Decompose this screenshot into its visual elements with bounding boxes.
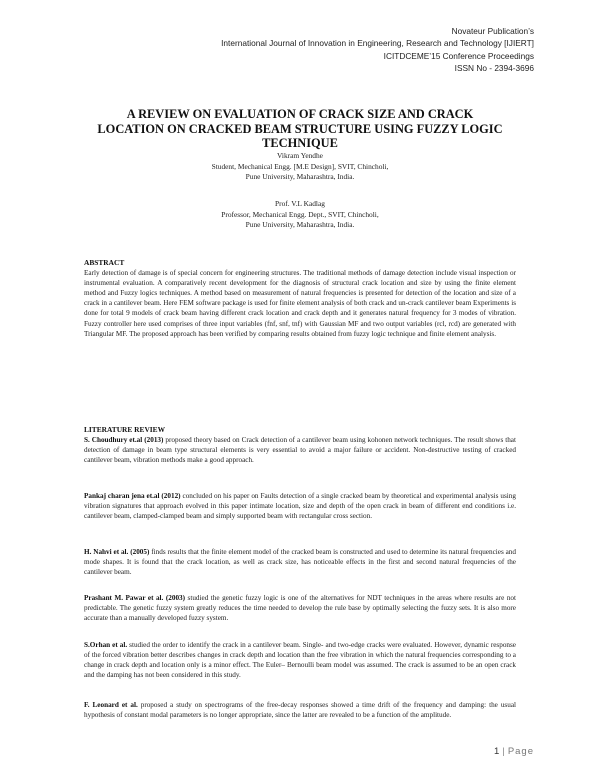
review-paragraph [84, 547, 516, 577]
review-text: proposed a study on spectrograms of the free-decay responses showed a time drift of the frequency and damping: the usual hypothesis of constant modal parameters is no longer appropriate, since the latter are revealed to be a function of the amplitude. [84, 701, 517, 720]
review-author: S.Orhan et al. [84, 641, 128, 649]
paper-title: A REVIEW ON EVALUATION OF CRACK SIZE AND CRACK LOCATION ON CRACKED BEAM STRUCTURE USING FUZZY LOGIC TECHNIQUE [97, 107, 503, 151]
author-name: Prof. V.L Kadlag [275, 199, 325, 208]
review-paragraph [84, 640, 516, 680]
review-paragraph [84, 700, 516, 720]
proceedings-line: ICITDCEME’15 Conference Proceedings [383, 50, 534, 61]
author-name: Vikram Yendhe [277, 151, 323, 160]
page-footer [494, 746, 534, 757]
author-affiliation: Student, Mechanical Engg. [M.E Design], SVIT, Chincholi, [211, 161, 389, 171]
abstract-text: Early detection of damage is of special concern for engineering structures. The traditional methods of damage detection include visual inspection or instrumental evaluation. A comparatively recent development for the diagnosis of structural crack location and size by using the finite element method and Fuzzy logics techniques. A method based on measurement of natural frequencies is presented for detection of the location and size of a crack in a cantilever beam. Here FEM software package is used for finite element analysis of both crack and un-crack cantilever beam Experiments is done for total 9 models of crack beam having different crack location and crack depth and it generates natural frequency for 3 modes of vibration. Fuzzy controller here used comprises of three input variables (fnf, snf, tnf) with Gaussian MF and two output variables (rcl, rcd) are generated with Triangular MF. The proposed approach has been verified by comparing results obtained from fuzzy logic technique and finite element analysis. [84, 269, 516, 338]
review-paragraph [84, 491, 516, 521]
author-block-1 [130, 151, 470, 183]
author-location: Pune University, Maharashtra, India. [245, 220, 355, 230]
review-author: F. Leonard et al. [84, 701, 138, 709]
author-block-2 [130, 199, 470, 231]
review-author: Pankaj charan jena et.al (2012) [84, 492, 181, 500]
literature-review-heading: LITERATURE REVIEW [84, 425, 165, 434]
review-text: studied the order to identify the crack in a cantilever beam. Single- and two-edge cracks were evaluated. However, dynamic response of the forced vibration better describes changes in crack depth and location than the free vibration in which the natural frequencies corresponding to a change in crack depth and location only is a minor effect. The Euler– Bernoulli beam model was assumed. The crack is assumed to be an open crack and the damping has not been considered in this study. [84, 641, 516, 680]
review-author: H. Nahvi et al. (2005) [84, 548, 150, 556]
review-text: proposed theory based on Crack detection of a cantilever beam using kohonen network techniques. The result shows that detection of damage in beam type structural elements is very essential to avoid a major failure or accident. Non-destructive testing of cracked cantilever beam, vibration methods make a good approach. [84, 436, 516, 465]
publisher-line: Novateur Publication’s [451, 26, 534, 36]
journal-line: International Journal of Innovation in Engineering, Research and Technology [IJIERT] [221, 38, 534, 49]
abstract-heading: ABSTRACT [84, 258, 125, 267]
abstract-section [84, 258, 516, 339]
footer-separator: | [502, 746, 505, 757]
review-text: finds results that the finite element model of the cracked beam is constructed and used to determine its natural frequencies and mode shapes. It is found that the crack location, as well as crack size, has noticeable effects in the first and second natural frequencies of the cantilever beam. [84, 548, 516, 577]
page-number: 1 [494, 746, 500, 757]
review-text: concluded on his paper on Faults detection of a single cracked beam by theoretical and experimental analysis using vibration signatures that approach evolved in this paper intimate location, size and depth of the open crack in beam of different end conditions i.e. cantilever beam, clamped-clamped beam and simply supported beam with rectangular cross section. [84, 492, 516, 521]
review-paragraph [84, 593, 516, 623]
literature-review-heading-block [84, 425, 516, 435]
review-text: studied the genetic fuzzy logic is one of the alternatives for NDT techniques in the areas where results are not predictable. The genetic fuzzy system greatly reduces the time needed to develop the rule base by optimally selecting the fuzzy sets. It is also more accurate than a manually developed fuzzy system. [84, 594, 516, 623]
review-paragraph [84, 435, 516, 465]
page-label: Page [507, 746, 534, 757]
author-affiliation: Professor, Mechanical Engg. Dept., SVIT, Chincholi, [221, 209, 379, 219]
author-location: Pune University, Maharashtra, India. [245, 172, 355, 182]
review-author: Prashant M. Pawar et al. (2003) [84, 594, 186, 602]
review-author: S. Choudhury et.al (2013) [84, 436, 164, 444]
journal-header [221, 25, 534, 75]
issn-line: ISSN No - 2394-3696 [454, 63, 534, 74]
